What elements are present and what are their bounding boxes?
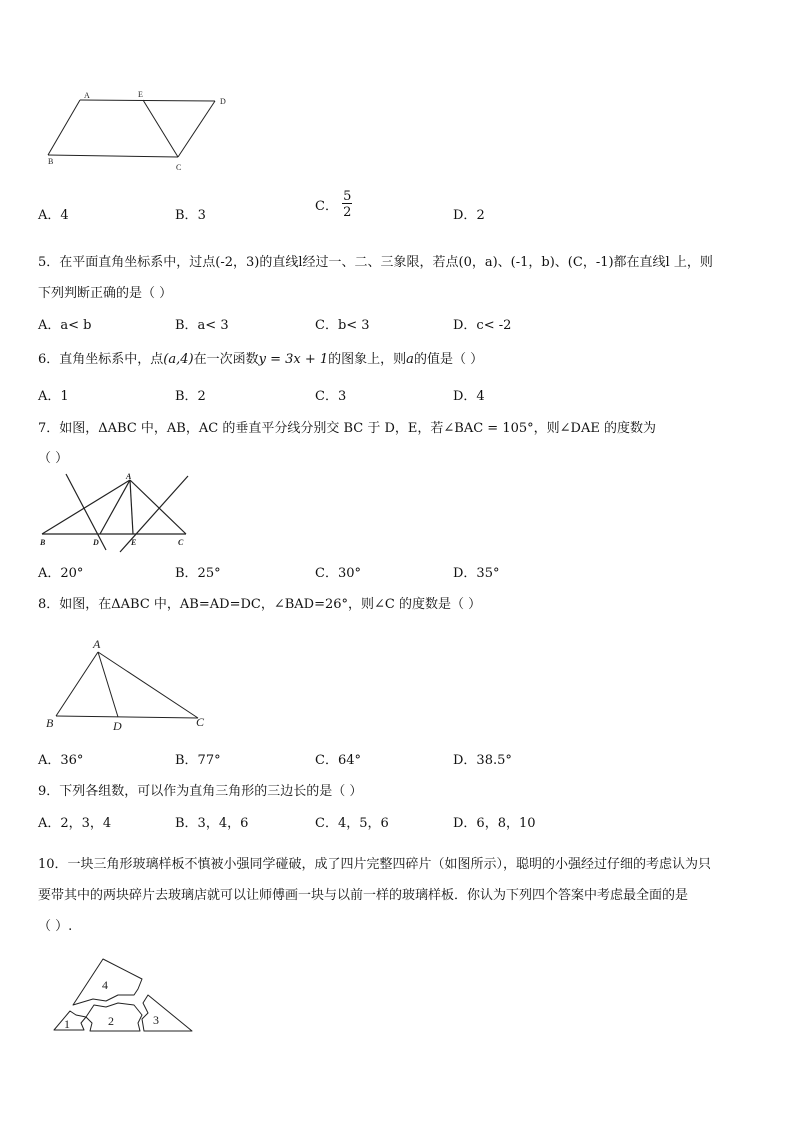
q7-edge-ab: [42, 480, 130, 534]
q8-edge-ac: [98, 652, 198, 718]
q7-label-a: A: [126, 472, 132, 481]
q8-label-b: B: [46, 716, 54, 730]
q4-option-c-key: C．: [315, 199, 338, 214]
q5-stem-line1: 5．在平面直角坐标系中，过点(-2，3)的直线l经过一、二、三象限，若点(0，a)、(-1，b)、(C，-1)都在直线l 上，则: [38, 255, 713, 270]
q8-label-a: A: [93, 637, 101, 651]
q7-stem-line2: （ ）: [38, 451, 69, 466]
q8-edge-ad: [98, 652, 118, 717]
q7-option-b[interactable]: B．25°: [175, 566, 221, 581]
q10-stem-line3: （ ）.: [38, 919, 73, 934]
q7-label-e: E: [131, 538, 137, 547]
q6-text-a: 6．直角坐标系中，点: [38, 352, 164, 367]
q8-option-a[interactable]: A．36°: [38, 753, 84, 768]
q5-option-d[interactable]: D．c< -2: [453, 318, 512, 333]
q4-edge-ad: [80, 100, 215, 101]
q4-option-a-value: 4: [60, 208, 69, 223]
q4-option-b-key: B．: [175, 208, 198, 223]
q5-stem-line2: 下列判断正确的是（ ）: [38, 286, 173, 301]
q9-option-a[interactable]: A．2，3，4: [38, 816, 112, 831]
q8-edge-bc: [56, 716, 198, 718]
q4-label-c: C: [176, 163, 182, 172]
q9-option-d[interactable]: D．6，8，10: [453, 816, 536, 831]
q8-option-b[interactable]: B．77°: [175, 753, 221, 768]
q8-stem: 8．如图，在ΔABC 中，AB=AD=DC，∠BAD=26°，则∠C 的度数是（ ）: [38, 597, 482, 612]
q10-piece-2: [86, 1003, 142, 1031]
q4-option-d-value: 2: [476, 208, 485, 223]
q6-stem: [38, 348, 483, 367]
q7-label-b: B: [40, 538, 46, 547]
q4-option-d[interactable]: [453, 204, 485, 223]
q4-option-c-denominator: 2: [343, 205, 352, 220]
q4-option-c[interactable]: [315, 190, 352, 219]
q4-edge-bc: [48, 155, 178, 157]
q6-text-d: 的值是（ ）: [413, 352, 484, 367]
q10-label-3: 3: [153, 1013, 159, 1027]
q6-text-b: 在一次函数: [193, 352, 259, 367]
q4-label-e: E: [138, 90, 143, 99]
q7-label-d: D: [93, 538, 99, 547]
q8-option-c[interactable]: C．64°: [315, 753, 361, 768]
q4-option-a[interactable]: [38, 204, 69, 223]
q8-option-d[interactable]: D．38.5°: [453, 753, 512, 768]
q6-variable: a: [406, 352, 414, 367]
q4-option-b[interactable]: [175, 204, 206, 223]
q4-option-d-key: D．: [453, 208, 477, 223]
q4-option-c-numerator: 5: [343, 189, 352, 204]
q4-label-b: B: [48, 157, 54, 166]
q4-label-d: D: [220, 97, 226, 106]
q6-option-b[interactable]: B．2: [175, 389, 206, 404]
q8-label-c: C: [196, 715, 205, 729]
q9-stem: 9．下列各组数，可以作为直角三角形的三边长的是（ ）: [38, 784, 363, 799]
q7-option-c[interactable]: C．30°: [315, 566, 361, 581]
q10-label-2: 2: [108, 1014, 114, 1028]
q9-option-b[interactable]: B．3，4，6: [175, 816, 249, 831]
q10-label-1: 1: [64, 1017, 70, 1031]
q4-edge-ab: [48, 100, 80, 155]
q7-figure: [36, 470, 196, 555]
q10-figure: [48, 955, 198, 1037]
q6-point: (a,4): [163, 352, 194, 367]
q10-piece-1: [54, 1011, 86, 1030]
q7-label-c: C: [178, 538, 184, 547]
q9-option-c[interactable]: C．4，5，6: [315, 816, 389, 831]
q4-option-c-fraction: [342, 190, 352, 219]
q6-text-c: 的图象上，则: [328, 352, 407, 367]
q4-option-a-key: A．: [38, 208, 61, 223]
q5-option-b[interactable]: B．a< 3: [175, 318, 229, 333]
q5-option-c[interactable]: C．b< 3: [315, 318, 370, 333]
q4-figure: [40, 88, 240, 173]
q4-label-a: A: [84, 91, 90, 100]
q6-option-d[interactable]: D．4: [453, 389, 485, 404]
q7-edge-ae: [130, 480, 133, 534]
q10-stem-line2: 要带其中的两块碎片去玻璃店就可以让师傅画一块与以前一样的玻璃样板．你认为下列四个答案中考虑最全面的是: [38, 888, 689, 903]
q10-label-4: 4: [102, 978, 108, 992]
q6-option-a[interactable]: A．1: [38, 389, 69, 404]
q10-stem-line1: 10．一块三角形玻璃样板不慎被小强同学碰破，成了四片完整四碎片（如图所示），聪明的小强经过仔细的考虑认为只: [38, 857, 712, 872]
q7-bisector-ab: [66, 474, 106, 550]
q7-option-d[interactable]: D．35°: [453, 566, 500, 581]
q8-figure: [40, 634, 215, 734]
q8-label-d: D: [113, 719, 122, 733]
q4-edge-dc: [178, 101, 215, 157]
q6-option-c[interactable]: C．3: [315, 389, 347, 404]
q7-stem-line1: 7．如图，ΔABC 中，AB，AC 的垂直平分线分别交 BC 于 D，E，若∠BAC = 105°，则∠DAE 的度数为: [38, 421, 656, 436]
q5-option-a[interactable]: A．a< b: [38, 318, 92, 333]
q4-option-b-value: 3: [197, 208, 206, 223]
q10-piece-3: [142, 995, 192, 1031]
q7-edge-ad: [100, 480, 130, 534]
q7-option-a[interactable]: A．20°: [38, 566, 84, 581]
q6-function: y = 3x + 1: [258, 352, 329, 367]
q4-edge-ec: [143, 100, 178, 157]
q8-edge-ab: [56, 652, 98, 716]
